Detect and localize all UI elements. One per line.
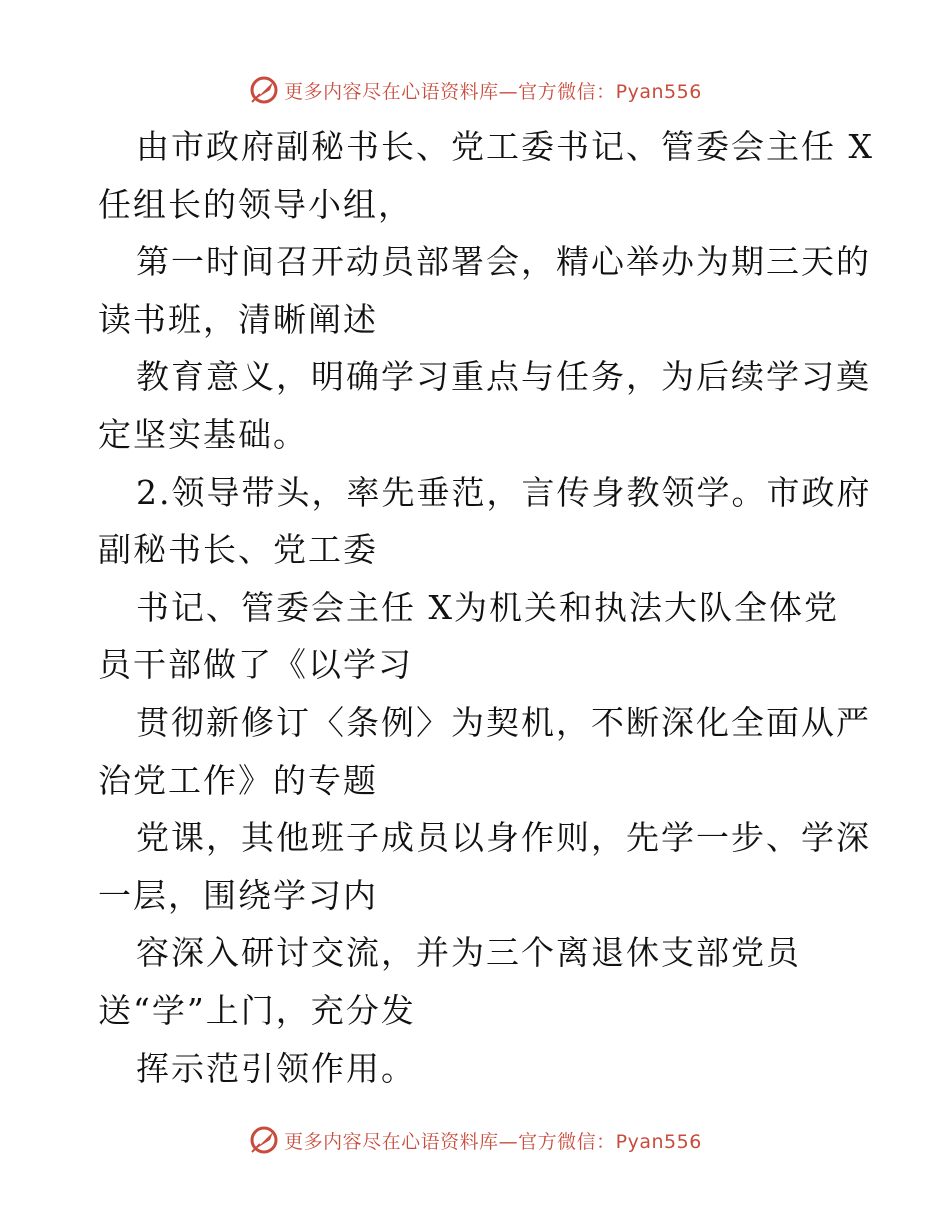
text-line: 党课，其他班子成员以身作则，先学一步、学深 xyxy=(136,818,871,858)
footer-banner xyxy=(0,1120,950,1160)
text-line: 挥示范引领作用。 xyxy=(136,1048,416,1088)
text-line: 任组长的领导小组， xyxy=(98,184,413,224)
feather-circle-logo-icon xyxy=(248,1124,280,1156)
text-line: 2.领导带头，率先垂范，言传身教领学。市政府 xyxy=(136,472,872,512)
text-line: 读书班，清晰阐述 xyxy=(98,299,378,339)
text-line: 第一时间召开动员部署会，精心举办为期三天的 xyxy=(136,242,871,282)
text-line: 定坚实基础。 xyxy=(98,414,308,454)
text-line: 送“学”上门，充分发 xyxy=(98,990,416,1030)
text-line: 教育意义，明确学习重点与任务，为后续学习奠 xyxy=(136,357,871,397)
text-line: 贯彻新修订〈条例〉为契机，不断深化全面从严 xyxy=(136,702,871,742)
text-line: 容深入研讨交流，并为三个离退休支部党员 xyxy=(136,933,801,973)
text-line: 员干部做了《以学习 xyxy=(98,645,413,685)
text-line: 书记、管委会主任 X为机关和执法大队全体党 xyxy=(136,587,839,627)
text-line: 一层，围绕学习内 xyxy=(98,875,378,915)
header-banner xyxy=(0,70,950,110)
document-body xyxy=(98,118,874,1097)
feather-circle-logo-icon xyxy=(248,74,280,106)
footer-banner-text: 更多内容尽在心语资料库—官方微信：Pyan556 xyxy=(284,1130,702,1153)
text-line: 由市政府副秘书长、党工委书记、管委会主任 X xyxy=(136,127,874,166)
text-line: 副秘书长、党工委 xyxy=(98,530,378,570)
header-banner-text: 更多内容尽在心语资料库—官方微信：Pyan556 xyxy=(284,80,702,103)
text-line: 治党工作》的专题 xyxy=(98,760,378,800)
